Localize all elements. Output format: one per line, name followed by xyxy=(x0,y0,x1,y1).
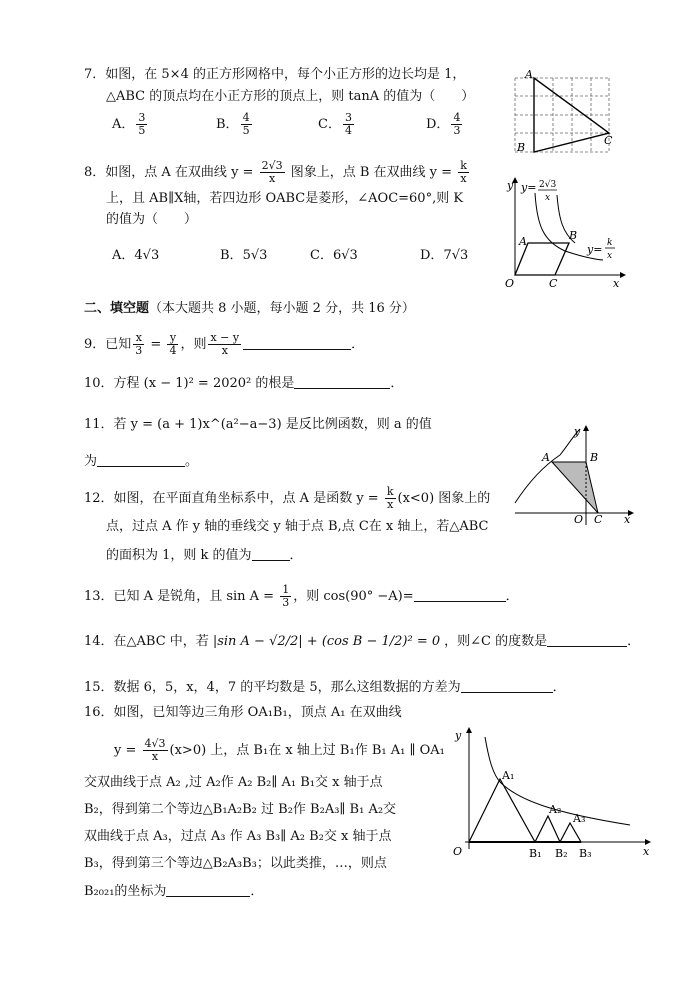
q16-label-b1: B₁ xyxy=(529,847,542,860)
q11-answer-blank[interactable] xyxy=(97,452,185,467)
q8-eq2-den: x xyxy=(607,251,613,261)
q8-eq2-num: k xyxy=(607,238,613,248)
q8-line2: 上，且 AB∥X轴，若四边形 OABC是菱形，∠AOC=60°,则 K xyxy=(106,191,464,206)
q8-eq1-y: y= xyxy=(521,181,537,194)
q12-triangle xyxy=(552,462,598,513)
q8-figure xyxy=(495,175,625,290)
q12-y-arrow xyxy=(583,425,589,431)
q7-grid-figure xyxy=(505,70,615,160)
q9-line: 9．已知 $\frac{x}{3}$ = $\frac{y}{4}$ ，则 $\frac{x - y}{x}$ ． xyxy=(84,331,365,357)
q12-line3: 的面积为 1，则 k 的值为 ． xyxy=(106,548,303,563)
q8-line3: 的值为（ ） xyxy=(106,212,198,227)
q12-label-y: y xyxy=(574,425,581,438)
q8-eq1-num: 2√3 xyxy=(539,180,557,190)
q12-line2: 点，过点 A 作 y 轴的垂线交 y 轴于点 B,点 C在 x 轴上，若△ABC xyxy=(106,519,489,534)
q16-line4: B₂，得到第二个等边△B₁A₂B₂ 过 B₂作 B₂A₃∥ B₁ A₂交 xyxy=(84,802,397,817)
q7-label-b: B xyxy=(517,141,526,154)
q8-option-c: C．6√3 xyxy=(310,248,358,263)
q16-label-b2: B₂ xyxy=(555,847,568,860)
q16-label-a1: A₁ xyxy=(502,769,515,782)
q16-figure xyxy=(445,725,660,865)
q16-line2: y = $\frac{4√3}{x}$ (x>0) 上，点 B₁在 x 轴上过 B₁作 B₁ A₁ ∥ OA₁ xyxy=(114,737,445,763)
q7-grid xyxy=(515,78,609,152)
q16-line7: B₂₀₂₁的坐标为 ． xyxy=(84,884,264,899)
q16-y-arrow xyxy=(466,727,472,733)
q9-answer-blank[interactable] xyxy=(243,335,351,350)
q16-label-o: O xyxy=(453,845,463,858)
q12-label-b: B xyxy=(590,451,599,464)
q7-label-c: C xyxy=(604,134,613,147)
q16-answer-blank[interactable] xyxy=(166,882,250,897)
q12-figure xyxy=(510,425,640,530)
q7-option-d: D． $\frac{4}{3}$ xyxy=(426,111,461,137)
q15-line: 15．数据 6，5，x，4，7 的平均数是 5，那么这组数据的方差为 ． xyxy=(84,680,566,695)
q8-label-c: C xyxy=(549,277,558,290)
q8-label-b: B xyxy=(569,229,578,242)
q12-label-c: C xyxy=(594,513,603,526)
q14-line: 14．在△ABC 中，若 |sin A − √2/2| + (cos B − 1/2)² = 0 ，则∠C 的度数是 ． xyxy=(84,634,641,649)
q7-option-b: B． $\frac{4}{5}$ xyxy=(216,111,250,137)
q11-line2: 为 。 xyxy=(84,454,199,469)
q16-label-a2: A₂ xyxy=(549,803,562,816)
q13-line: 13．已知 A 是锐角，且 sin A = $\frac{1}{3}$ ，则 cos(90° −A)= ． xyxy=(84,583,519,609)
q8-eq2-y: y= xyxy=(587,243,603,256)
q7-label-a: A xyxy=(525,68,533,81)
q12-label-x: x xyxy=(624,513,631,526)
q8-label-a: A xyxy=(519,235,527,248)
q12-answer-blank[interactable] xyxy=(252,546,290,561)
q16-triangle-3 xyxy=(560,823,581,842)
q8-label-x: x xyxy=(613,277,620,290)
q8-option-b: B．5√3 xyxy=(220,248,268,263)
q13-answer-blank[interactable] xyxy=(414,587,506,602)
q16-label-y: y xyxy=(455,729,462,742)
q16-triangle-1 xyxy=(469,779,535,842)
q16-triangle-2 xyxy=(535,816,560,842)
q8-label-y: y xyxy=(507,179,514,192)
q11-line1: 11．若 y = (a + 1)x^(a²−a−3) 是反比例函数，则 a 的值 xyxy=(84,417,432,432)
q16-label-a3: A₃ xyxy=(573,812,586,825)
q12-line1: 12．如图，在平面直角坐标系中，点 A 是函数 y = $\frac{k}{x}$ (x<0) 图象上的 xyxy=(84,485,491,511)
q8-x-arrow xyxy=(620,272,626,278)
q8-eq1-den: x xyxy=(545,193,551,203)
q7-option-a: A． $\frac{3}{5}$ xyxy=(112,111,146,137)
q8-option-a: A．4√3 xyxy=(112,248,160,263)
q16-line6: B₃，得到第三个等边△B₂A₃B₃；以此类推，…，则点 xyxy=(84,856,387,871)
q12-label-o: O xyxy=(574,513,584,526)
section2-heading: 二、填空题（本大题共 8 小题，每小题 2 分，共 16 分） xyxy=(84,301,415,316)
q7-line1: 7．如图，在 5×4 的正方形网格中，每个小正方形的边长均是 1， xyxy=(84,67,466,82)
q14-answer-blank[interactable] xyxy=(547,632,627,647)
q10-line: 10．方程 (x − 1)² = 2020² 的根是 ． xyxy=(84,376,404,391)
q16-label-x: x xyxy=(643,845,650,858)
q16-label-b3: B₃ xyxy=(579,847,592,860)
q12-label-a: A xyxy=(542,451,550,464)
q8-label-o: O xyxy=(505,277,515,290)
q8-option-d: D．7√3 xyxy=(420,248,469,263)
q16-line3: 交双曲线于点 A₂ ,过 A₂作 A₂ B₂∥ A₁ B₁交 x 轴于点 xyxy=(84,775,383,790)
q10-answer-blank[interactable] xyxy=(294,374,390,389)
q7-option-c: C． $\frac{3}{4}$ xyxy=(318,111,352,137)
q15-answer-blank[interactable] xyxy=(461,678,553,693)
q7-line2: △ABC 的顶点均在小正方形的顶点上，则 tanA 的值为（ ） xyxy=(106,89,475,104)
q16-line1: 16．如图，已知等边三角形 OA₁B₁，顶点 A₁ 在双曲线 xyxy=(84,705,402,720)
q16-line5: 双曲线于点 A₃，过点 A₃ 作 A₃ B₃∥ A₂ B₂交 x 轴于点 xyxy=(84,829,392,844)
q8-line1: 8．如图，点 A 在双曲线 y = $\frac{2√3}{x}$ 图象上，点 B 在双曲线 y = $\frac{k}{x}$ xyxy=(84,159,467,185)
